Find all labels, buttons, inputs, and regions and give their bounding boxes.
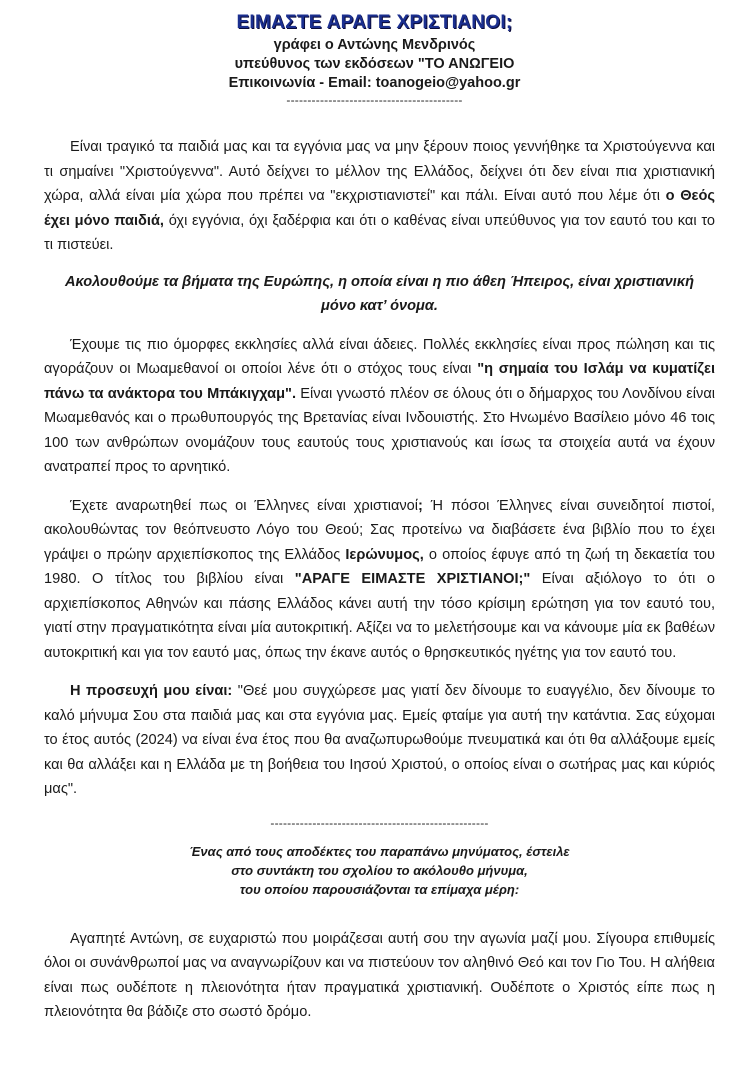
paragraph-1 (44, 135, 715, 258)
p3-text-a: Έχετε αναρωτηθεί πως οι Έλληνες είναι χριστιανοί (70, 497, 419, 514)
p3-bold-3: "ΑΡΑΓΕ ΕΙΜΑΣΤΕ ΧΡΙΣΤΙΑΝΟΙ;" (294, 571, 531, 587)
role-line: υπεύθυνος των εκδόσεων "ΤΟ ΑΝΩΓΕΙΟ (234, 56, 515, 72)
p1-bold: ο Θεός έχει μόνο παιδιά, (44, 188, 715, 229)
article-header (0, 0, 749, 107)
p3-text-c: ο οποίος έφυγε από τη ζωή τη δεκαετία του 1980. Ο τίτλος του βιβλίου είναι (44, 546, 715, 587)
p3-text-b: Ή πόσοι Έλληνες είναι συνειδητοί πιστοί, ακολουθώντας τον θεόπνευστο Λόγο του Θεού; Σας προτείνω να διαβάσετε ένα βιβλίο που το έχει γράψει ο πρώην αρχιεπίσκοπος της Ελλάδος (44, 497, 715, 563)
p4-bold: Η προσευχή μου είναι: (70, 683, 233, 699)
paragraph-4 (44, 679, 715, 802)
p2-text-b: Είναι γνωστό πλέον σε όλους ότι ο δήμαρχος του Λονδίνου είναι Μωαμεθανός και ο πρωθυπουργός της Βρετανίας είναι Ινδουιστής. Στο Ηνωμένο Βασίλειο μόνο 46 τοις 100 των ανθρώπων ονομάζουν τους εαυτούς τους χριστιανούς και ίσως τα στοιχεία αυτά να έχουν ανατραπεί προς το αρνητικό. (44, 385, 715, 475)
p2-text-a: Έχουμε τις πιο όμορφες εκκλησίες αλλά είναι άδειες. Πολλές εκκλησίες είναι προς πώληση και τις αγοράζουν οι Μωαμεθανοί οι οποίοι λένε ότι ο στόχος τους είναι (44, 336, 715, 377)
section-divider: ---------------------------------------------------- (270, 815, 489, 830)
author-line: γράφει ο Αντώνης Μενδρινός (273, 37, 476, 53)
p4-text-a: "Θεέ μου συγχώρεσε μας γιατί δεν δίνουμε το ευαγγέλιο, δεν δίνουμε το καλό μήνυμα Σου στα παιδιά μας και στα εγγόνια μας. Εμείς φταίμε για αυτή την κατάντια. Σας εύχομαι το έτος αυτός (2024) να είναι ένα έτος που θα αναζωπυρωθούμε πνευματικά και ότι θα αλλάξουμε εμείς και θα αλλάξει και η Ελλάδα με τη βοήθεια του Ιησού Χριστού, ο οποίος είναι ο σωτήρας μας και κύριός μας". (44, 683, 715, 797)
emphasis-quote: Ακολουθούμε τα βήματα της Ευρώπης, η οποία είναι η πιο άθεη Ήπειρος, είναι χριστιανική μόνο κατ’ όνομα. (64, 273, 695, 314)
note-line-2: στο συντάκτη του σχολίου το ακόλουθο μήνυμα, (231, 862, 528, 878)
article-body (0, 135, 749, 1025)
note-line-3: του οποίου παρουσιάζονται τα επίμαχα μέρη: (239, 881, 520, 897)
header-divider: ------------------------------------------ (286, 93, 463, 107)
note-line-1: Ένας από τους αποδέκτες του παραπάνω μηνύματος, έστειλε (189, 843, 570, 859)
contact-line: Επικοινωνία - Email: toanogeio@yahoo.gr (228, 75, 521, 91)
p3-text-d: Είναι αξιόλογο το ότι ο αρχιεπίσκοπος Αθηνών και πάσης Ελλάδος κάνει αυτή την τόσο κρίσιμη ερώτηση για τον εαυτό του, γιατί στην πραγματικότητα είναι μία αυτοκριτική. Αξίζει να το μελετήσουμε και να κάνουμε μία εκ βαθέων αυτοκριτική και για τον εαυτό μας, όπως την έκανε αυτός ο θρησκευτικός ηγέτης για τον εαυτό του. (44, 571, 715, 661)
p3-bold-1: ; (418, 497, 423, 514)
paragraph-5: Αγαπητέ Αντώνη, σε ευχαριστώ που μοιράζεσαι αυτή σου την αγωνία μαζί μου. Σίγουρα επιθυμείς όλοι οι συνάνθρωποί μας να αναγνωρίζουν και να πιστεύουν τον αληθινό Θεό και τον Γιο Του. Η αλήθεια είναι πως ουδέποτε η πλειονότητα ήταν πραγματικά χριστιανική. Ουδέποτε ο Χριστός είπε πως η πλειονότητα θα βάδιζε στο σωστό δρόμο. (44, 930, 715, 1020)
paragraph-3 (44, 494, 715, 666)
p2-bold: "η σημαία του Ισλάμ να κυματίζει πάνω τα ανάκτορα του Μπάκιγχαμ". (44, 361, 715, 402)
article-title: ΕΙΜΑΣΤΕ ΑΡΑΓΕ ΧΡΙΣΤΙΑΝΟΙ; (236, 12, 513, 33)
p1-text-a: Είναι τραγικό τα παιδιά μας και τα εγγόνια μας να μην ξέρουν ποιος γεννήθηκε τα Χριστούγεννα και τι σημαίνει "Χριστούγεννα". Αυτό δείχνει το μέλλον της Ελλάδος, δείχνει ότι δεν είναι πια χριστιανική χώρα, αλλά είναι μία χώρα που πρέπει να "εκχριστιανιστεί" και πάλι. Είναι αυτό που λέμε ότι (44, 139, 715, 204)
p3-bold-2: Ιερώνυμος, (345, 546, 424, 563)
paragraph-2 (44, 333, 715, 480)
recipient-note (44, 842, 715, 899)
p1-text-b: όχι εγγόνια, όχι ξαδέρφια και ότι ο καθένας είναι υπεύθυνος για τον εαυτό του και το τι πιστεύει. (44, 212, 715, 253)
